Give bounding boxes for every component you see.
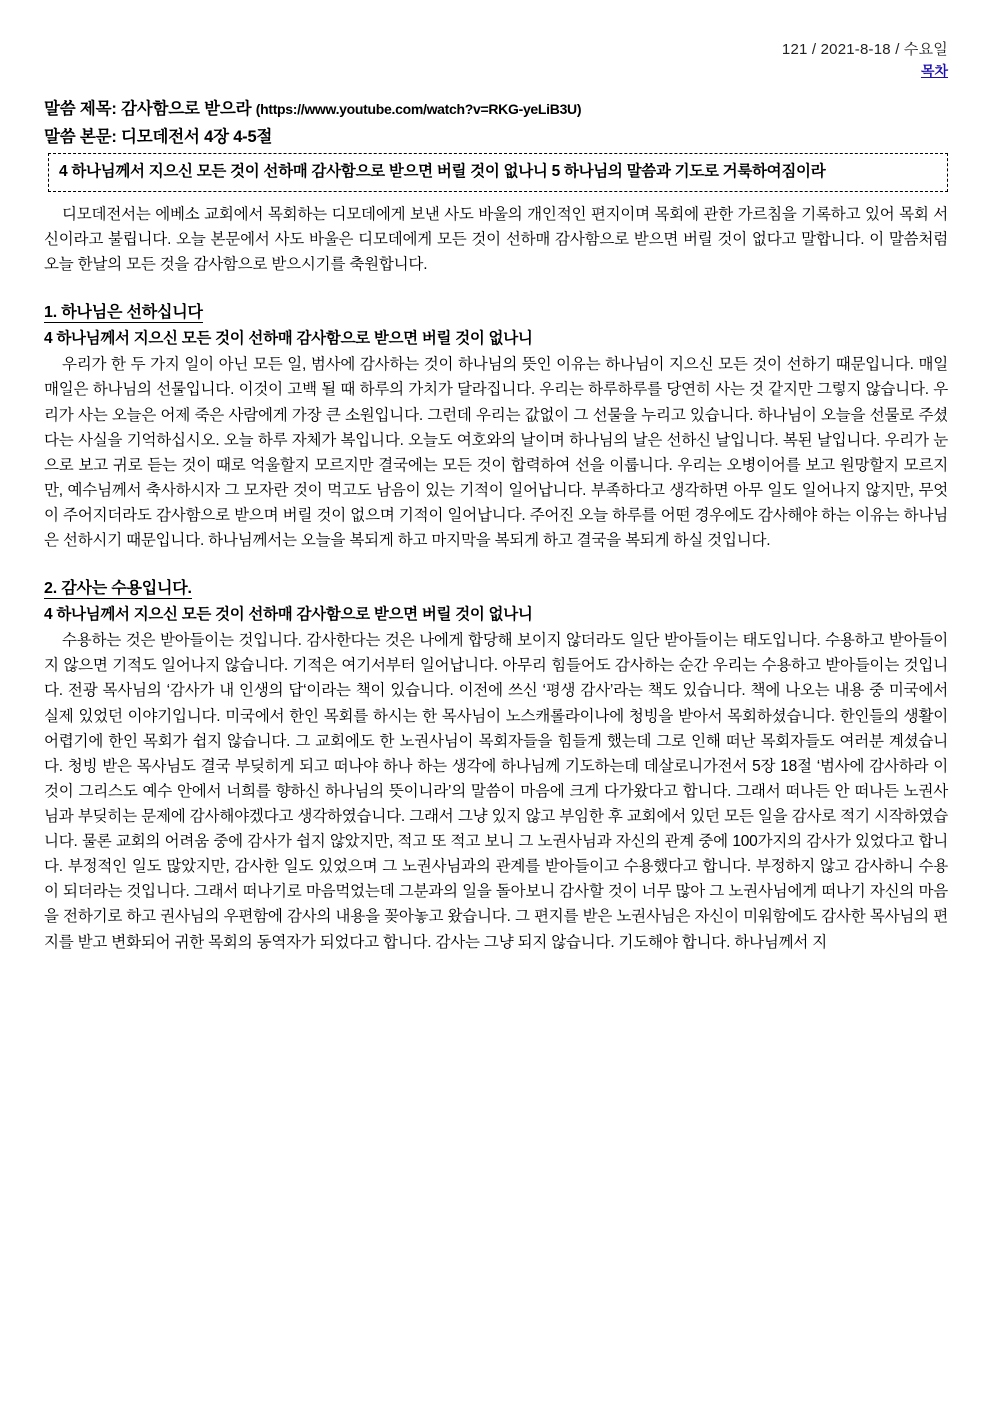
section-heading-2-text: 2. 감사는 수용입니다. (44, 580, 192, 598)
sermon-title-text: 감사함으로 받으라 (121, 100, 252, 118)
section-body-2: 수용하는 것은 받아들이는 것입니다. 감사한다는 것은 나에게 합당해 보이지 않더라도 일단 받아들이는 태도입니다. 수용하고 받아들이지 않으면 기적도 일어나지 않습니다. 기적은 여기서부터 일어납니다. 아무리 힘들어도 감사하는 순간 우리는 수용하고 받아들이는 것입니다. 전광 목사님의 ‘감사가 내 인생의 답‘이라는 책이 있습니다. 이전에 쓰신 ‘평생 감사’라는 책도 있습니다. 책에 나오는 내용 중 미국에서 실제 있었던 이야기입니다. 미국에서 한인 목회를 하시는 한 목사님이 노스캐롤라이나에 청빙을 받아서 목회하셨습니다. 한인들의 생활이 어렵기에 한인 목회가 쉽지 않습니다. 그 교회에도 한 노권사님이 목회자들을 힘들게 했는데 그로 인해 떠난 목회자들도 여러분 계셨습니다. 청빙 받은 목사님도 결국 부딪히게 되고 떠나야 하나 하는 생각에 하나님께 기도하는데 데살로니가전서 5장 18절 ‘범사에 감사하라 이것이 그리스도 예수 안에서 너희를 향하신 하나님의 뜻이니라’의 말씀이 마음에 크게 다가왔다고 합니다. 그래서 떠나든 안 떠나든 노권사님과 부딪히는 문제에 감사해야겠다고 생각하였습니다. 그래서 그냥 있지 않고 부임한 후 교회에서 있던 모든 일을 감사로 적기 시작하였습니다. 물론 교회의 어려움 중에 감사가 쉽지 않았지만, 적고 또 적고 보니 그 노권사님과 자신의 관계 중에 100가지의 감사가 있었다고 합니다. 부정적인 일도 많았지만, 감사한 일도 있었으며 그 노권사님과의 관계를 받아들이고 수용했다고 합니다. 부정하지 않고 감사하니 수용이 되더라는 것입니다. 그래서 떠나기로 마음먹었는데 그분과의 일을 돌아보니 감사할 것이 너무 많아 그 노권사님에게 떠나기 자신의 마음을 전하기로 하고 권사님의 우편함에 감사의 내용을 꽂아놓고 왔습니다. 그 편지를 받은 노권사님은 자신이 미워함에도 감사한 목사님의 편지를 받고 변화되어 귀한 목회의 동역자가 되었다고 합니다. 감사는 그냥 되지 않습니다. 기도해야 합니다. 하나님께서 지 (44, 632, 948, 951)
sermon-passage-row (44, 123, 948, 147)
scripture-quote-box: 4 하나님께서 지으신 모든 것이 선하매 감사함으로 받으면 버릴 것이 없나니 5 하나님의 말씀과 기도로 거룩하여짐이라 (48, 153, 948, 192)
section-heading-2 (44, 575, 948, 598)
toc-link-container (44, 61, 948, 81)
section-heading-1 (44, 299, 948, 322)
sermon-video-url[interactable]: (https://www.youtube.com/watch?v=RKG-yeLiB3U) (255, 101, 582, 117)
sermon-title-row (44, 95, 948, 119)
page-header-line: 121 / 2021-8-18 / 수요일 (781, 41, 948, 58)
sermon-title-label: 말씀 제목: (44, 100, 117, 118)
section-verse-1: 4 하나님께서 지으신 모든 것이 선하매 감사함으로 받으면 버릴 것이 없나니 (44, 330, 533, 348)
sermon-passage-text: 디모데전서 4장 4-5절 (121, 128, 273, 146)
section-heading-1-text: 1. 하나님은 선하십니다 (44, 304, 203, 322)
intro-paragraph: 디모데전서는 에베소 교회에서 목회하는 디모데에게 보낸 사도 바울의 개인적인 편지이며 목회에 관한 가르침을 기록하고 있어 목회 서신이라고 불립니다. 오늘 본문에서 사도 바울은 디모데에게 모든 것이 선하매 감사함으로 받으면 버릴 것이 없다고 말합니다. 이 말씀처럼 오늘 한날의 모든 것을 감사함으로 받으시기를 축원합니다. (44, 206, 948, 274)
section-verse-2: 4 하나님께서 지으신 모든 것이 선하매 감사함으로 받으면 버릴 것이 없나니 (44, 606, 533, 624)
sermon-passage-label: 말씀 본문: (44, 128, 117, 146)
section-body-1: 우리가 한 두 가지 일이 아닌 모든 일, 범사에 감사하는 것이 하나님의 뜻인 이유는 하나님이 지으신 모든 것이 선하기 때문입니다. 매일 매일은 하나님의 선물입니다. 이것이 고백 될 때 하루의 가치가 달라집니다. 우리는 하루하루를 당연히 사는 것 같지만 그렇지 않습니다. 우리가 사는 오늘은 어제 죽은 사람에게 가장 큰 소원입니다. 그런데 우리는 값없이 그 선물을 누리고 있습니다. 하나님이 오늘을 선물로 주셨다는 사실을 기억하십시오. 오늘 하루 자체가 복입니다. 오늘도 여호와의 날이며 하나님의 날은 선하신 날입니다. 복된 날입니다. 우리가 눈으로 보고 귀로 듣는 것이 때로 억울할지 모르지만 결국에는 모든 것이 합력하여 선을 이룹니다. 우리는 오병이어를 보고 원망할지 모르지만, 예수님께서 축사하시자 그 모자란 것이 먹고도 남음이 있는 기적이 일어납니다. 부족하다고 생각하면 아무 일도 일어나지 않지만, 무엇이 주어지더라도 감사함으로 받으며 버릴 것이 없으며 기적이 일어납니다. 주어진 오늘 하루를 어떤 경우에도 감사해야 하는 이유는 하나님은 선하시기 때문입니다. 하나님께서는 오늘을 복되게 하고 마지막을 복되게 하고 결국을 복되게 하실 것입니다. (44, 356, 948, 550)
toc-link[interactable]: 목차 (920, 63, 948, 79)
